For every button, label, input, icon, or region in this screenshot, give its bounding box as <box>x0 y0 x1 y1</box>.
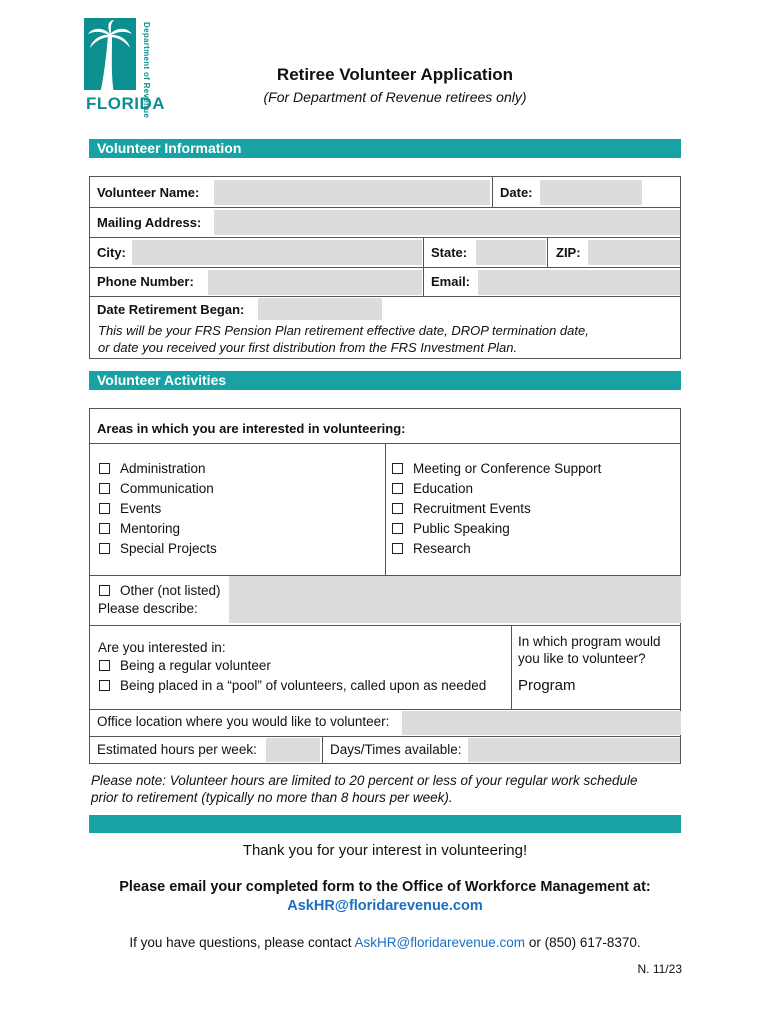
divider <box>90 296 680 297</box>
divider <box>492 177 493 207</box>
questions-suffix: or (850) 617-8370. <box>528 935 641 950</box>
interest-type-label: Are you interested in: <box>98 640 226 655</box>
checkbox[interactable] <box>99 503 110 514</box>
checkbox[interactable] <box>99 523 110 534</box>
office-location-label: Office location where you would like to volunteer: <box>97 714 390 729</box>
state-field[interactable] <box>476 240 546 265</box>
thank-you-message: Thank you for your interest in volunteering! <box>242 842 528 859</box>
email-label: Email: <box>431 274 471 289</box>
hours-note-line-2: prior to retirement (typically no more than 8 hours per week). <box>91 790 453 805</box>
divider <box>90 709 680 710</box>
option-meeting-conference-support[interactable]: Meeting or Conference Support <box>392 459 601 479</box>
footer-divider-bar <box>89 815 681 833</box>
divider <box>322 736 323 764</box>
checkbox[interactable] <box>99 585 110 596</box>
email-link-container <box>0 898 770 914</box>
askhr-email-link[interactable]: AskHR@floridarevenue.com <box>287 898 483 914</box>
date-field[interactable] <box>540 180 642 205</box>
left-options-list <box>99 459 217 559</box>
hours-per-week-field[interactable] <box>266 738 320 762</box>
divider <box>385 443 386 575</box>
state-label: State: <box>431 245 468 260</box>
divider <box>511 625 512 709</box>
option-volunteer-pool[interactable]: Being placed in a “pool” of volunteers, called upon as needed <box>99 676 486 696</box>
interest-options-list <box>99 656 486 696</box>
checkbox[interactable] <box>392 543 403 554</box>
areas-of-interest-label: Areas in which you are interested in volunteering: <box>97 421 406 436</box>
days-times-label: Days/Times available: <box>330 742 462 757</box>
checkbox[interactable] <box>392 463 403 474</box>
checkbox[interactable] <box>99 543 110 554</box>
retirement-note-line-2: or date you received your first distribution from the FRS Investment Plan. <box>98 340 518 355</box>
checkbox[interactable] <box>99 680 110 691</box>
program-select[interactable]: Program <box>518 677 576 694</box>
form-number: N. 11/23 <box>637 962 682 976</box>
florida-wordmark: FLORIDA <box>86 94 166 113</box>
city-label: City: <box>97 245 126 260</box>
option-mentoring[interactable]: Mentoring <box>99 519 217 539</box>
please-describe-label: Please describe: <box>98 601 198 616</box>
option-recruitment-events[interactable]: Recruitment Events <box>392 499 601 519</box>
questions-prefix: If you have questions, please contact <box>129 935 352 950</box>
phone-number-field[interactable] <box>208 270 422 295</box>
option-research[interactable]: Research <box>392 539 601 559</box>
hours-note-line-1: Please note: Volunteer hours are limited to 20 percent or less of your regular work schedule <box>91 773 638 788</box>
option-other[interactable]: Other (not listed) <box>99 581 221 601</box>
right-options-list <box>392 459 601 559</box>
option-public-speaking[interactable]: Public Speaking <box>392 519 601 539</box>
page-subtitle: (For Department of Revenue retirees only) <box>263 89 527 105</box>
divider <box>547 237 548 267</box>
divider <box>90 237 680 238</box>
divider <box>90 207 680 208</box>
questions-email-link[interactable]: AskHR@floridarevenue.com <box>354 935 526 950</box>
option-events[interactable]: Events <box>99 499 217 519</box>
zip-label: ZIP: <box>556 245 581 260</box>
department-label: Department of Revenue <box>142 22 151 119</box>
option-education[interactable]: Education <box>392 479 601 499</box>
option-administration[interactable]: Administration <box>99 459 217 479</box>
checkbox[interactable] <box>392 503 403 514</box>
page-title: Retiree Volunteer Application <box>276 65 514 84</box>
volunteer-information-heading: Volunteer Information <box>89 139 681 158</box>
volunteer-information-section <box>89 176 681 359</box>
option-communication[interactable]: Communication <box>99 479 217 499</box>
city-field[interactable] <box>132 240 422 265</box>
office-location-field[interactable] <box>402 711 681 735</box>
divider <box>90 625 680 626</box>
date-retirement-began-label: Date Retirement Began: <box>97 302 245 317</box>
divider <box>90 736 680 737</box>
checkbox[interactable] <box>99 483 110 494</box>
volunteer-name-label: Volunteer Name: <box>97 185 200 200</box>
option-special-projects[interactable]: Special Projects <box>99 539 217 559</box>
other-description-field[interactable] <box>229 576 681 623</box>
date-label: Date: <box>500 185 533 200</box>
email-instruction: Please email your completed form to the Office of Workforce Management at: <box>119 879 651 895</box>
program-question-line-2: you like to volunteer? <box>518 651 646 666</box>
mailing-address-label: Mailing Address: <box>97 215 202 230</box>
divider <box>423 237 424 296</box>
divider <box>90 267 680 268</box>
checkbox[interactable] <box>392 483 403 494</box>
hours-per-week-label: Estimated hours per week: <box>97 742 257 757</box>
date-retirement-began-field[interactable] <box>258 298 382 320</box>
checkbox[interactable] <box>99 660 110 671</box>
volunteer-activities-heading: Volunteer Activities <box>89 371 681 390</box>
mailing-address-field[interactable] <box>214 210 680 235</box>
zip-field[interactable] <box>588 240 680 265</box>
email-field[interactable] <box>478 270 680 295</box>
phone-number-label: Phone Number: <box>97 274 194 289</box>
days-times-field[interactable] <box>468 738 680 762</box>
questions-line <box>0 935 770 950</box>
option-regular-volunteer[interactable]: Being a regular volunteer <box>99 656 486 676</box>
checkbox[interactable] <box>392 523 403 534</box>
checkbox[interactable] <box>99 463 110 474</box>
program-question-line-1: In which program would <box>518 634 661 649</box>
retirement-note-line-1: This will be your FRS Pension Plan retirement effective date, DROP termination date, <box>98 323 589 338</box>
volunteer-name-field[interactable] <box>214 180 490 205</box>
volunteer-activities-section <box>89 408 681 764</box>
